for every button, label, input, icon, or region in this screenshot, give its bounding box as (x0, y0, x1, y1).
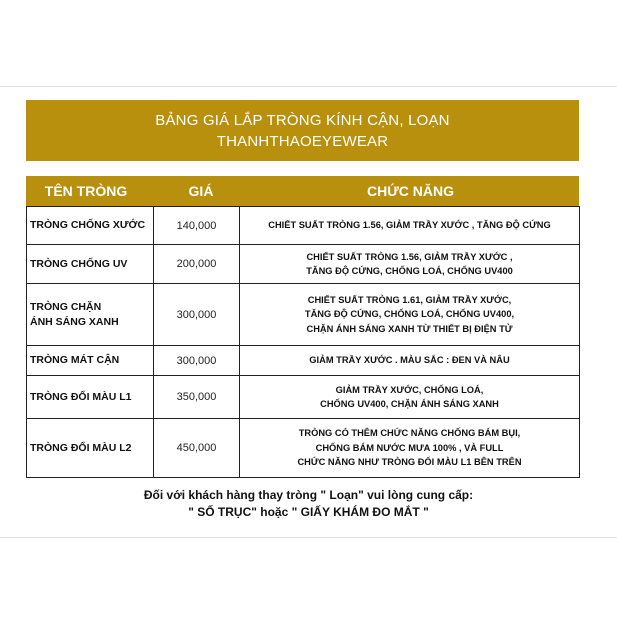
function-line: CHẶN ÁNH SÁNG XANH TỪ THIẾT BỊ ĐIỆN TỬ (306, 323, 513, 334)
lens-price: 140,000 (154, 207, 240, 245)
header-function: CHỨC NĂNG (366, 183, 455, 199)
lens-name (27, 284, 154, 346)
function-line: CHỐNG UV400, CHẶN ÁNH SÁNG XANH (320, 399, 499, 409)
function-line: CHỐNG BÁM NƯỚC MƯA 100% , VÀ FULL (315, 442, 504, 453)
header-lens-name: TÊN TRÒNG (44, 183, 128, 199)
price-table (26, 206, 580, 478)
lens-price: 300,000 (154, 346, 240, 376)
table-row (27, 284, 580, 346)
function-line: CHIẾT SUẤT TRÒNG 1.56, GIẢM TRẦY XƯỚC , (306, 251, 513, 262)
function-line: CHIẾT SUẤT TRÒNG 1.61, GIẢM TRẦY XƯỚC, (307, 294, 512, 305)
function-line: TĂNG ĐỘ CỨNG, CHỐNG LOÁ, CHỐNG UV400 (306, 266, 513, 276)
table-row (27, 207, 580, 245)
lens-function (240, 419, 580, 478)
lens-price: 300,000 (154, 284, 240, 346)
lens-price: 200,000 (154, 245, 240, 284)
footer-line-1: Đối với khách hàng thay tròng " Loạn" vui lòng cung cấp: (143, 488, 474, 502)
function-line: GIẢM TRẦY XƯỚC, CHỐNG LOÁ, (335, 384, 484, 395)
table-row (27, 419, 580, 478)
title-line-1: BẢNG GIÁ LẮP TRÒNG KÍNH CẬN, LOẠN (155, 112, 450, 129)
table-row (27, 346, 580, 376)
function-line: GIẢM TRẦY XƯỚC . MÀU SẮC : ĐEN VÀ NÂU (309, 355, 510, 366)
lens-name: TRÒNG ĐỔI MÀU L1 (27, 376, 154, 419)
lens-function (240, 346, 580, 376)
lens-name: TRÒNG CHỐNG UV (27, 245, 154, 284)
footer-line-2: " SỐ TRỤC" hoặc " GIẤY KHÁM ĐO MẮT " (188, 505, 429, 519)
lens-name: TRÒNG CHỐNG XƯỚC (27, 207, 154, 245)
table-header (26, 176, 579, 206)
function-line: CHỨC NĂNG NHƯ TRÒNG ĐỔI MÀU L1 BÊN TRÊN (297, 457, 522, 468)
title-line-2: THANHTHAOEYEWEAR (216, 133, 389, 150)
lens-name-line-1: TRÒNG CHẶN (30, 300, 102, 313)
lens-function (240, 284, 580, 346)
lens-price: 350,000 (154, 376, 240, 419)
function-line: TĂNG ĐỘ CỨNG, CHỐNG LOÁ, CHỐNG UV400, (304, 309, 515, 320)
title-banner (26, 100, 579, 161)
footer-note (0, 487, 617, 521)
lens-name: TRÒNG MÁT CẬN (27, 346, 154, 376)
function-line: CHIẾT SUẤT TRÒNG 1.56, GIẢM TRẦY XƯỚC , TĂNG ĐỘ CỨNG (268, 220, 551, 231)
table-row (27, 245, 580, 284)
header-price: GIÁ (188, 183, 214, 199)
lens-function (240, 376, 580, 419)
lens-price: 450,000 (154, 419, 240, 478)
table-row (27, 376, 580, 419)
function-line: TRÒNG CÓ THÊM CHỨC NĂNG CHỐNG BÁM BỤI, (298, 428, 521, 439)
lens-name-line-2: ÁNH SÁNG XANH (30, 315, 119, 328)
lens-function (240, 207, 580, 245)
lens-function (240, 245, 580, 284)
lens-name: TRÒNG ĐỔI MÀU L2 (27, 419, 154, 478)
